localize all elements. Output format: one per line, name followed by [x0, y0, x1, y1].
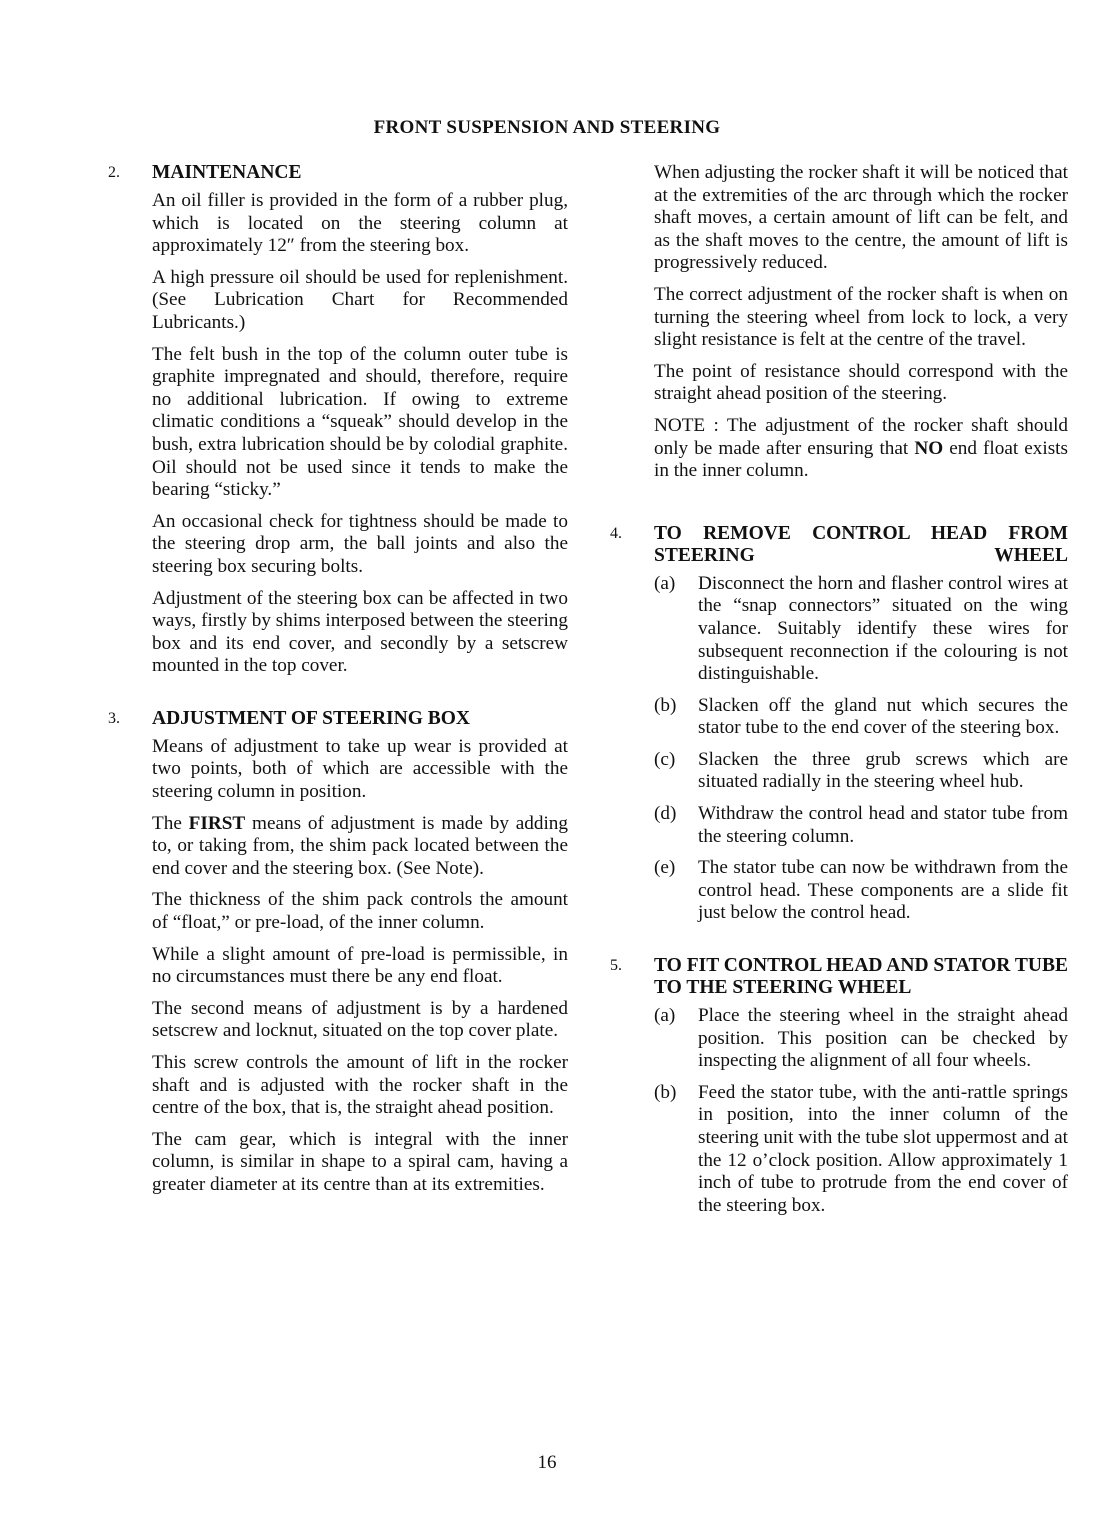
section-heading [108, 162, 568, 184]
section-number: 4. [610, 524, 622, 542]
item-text: Slacken off the gland nut which secures the stator tube to the end cover of the steering box. [698, 694, 1068, 739]
paragraph: An oil filler is provided in the form of a rubber plug, which is located on the steering column at approximately 12″ from the steering box. [152, 190, 568, 257]
section-number: 3. [108, 709, 120, 727]
list-item [654, 1082, 1068, 1218]
list-item [654, 1005, 1068, 1073]
item-letter: (d) [654, 803, 677, 825]
paragraph: The point of resistance should correspond with the straight ahead position of the steering. [654, 360, 1068, 405]
paragraph: The cam gear, which is integral with the inner column, is similar in shape to a spiral cam, having a greater diameter at its centre than at its extremities. [152, 1128, 568, 1195]
text-run: means of adjustment is made by adding to, or taking from, the shim pack located between the end cover and the steering box. (See Note). [152, 812, 568, 879]
paragraph: This screw controls the amount of lift in the rocker shaft and is adjusted with the rocker shaft in the centre of the box, that is, the straight ahead position. [152, 1052, 568, 1119]
item-letter: (a) [654, 1005, 676, 1027]
paragraph: A high pressure oil should be used for replenishment. (See Lubrication Chart for Recommended Lubricants.) [152, 266, 568, 333]
section-body [152, 190, 568, 678]
list-item [654, 857, 1068, 925]
page-number: 16 [537, 1452, 557, 1473]
section-heading [610, 955, 1068, 999]
item-text: Feed the stator tube, with the anti-rattle springs in position, into the inner column of the steering unit with the tube slot uppermost and at the 12 o’clock position. Allow approximately 1 inch of tube to protrude from the end cover of the steering box. [698, 1081, 1068, 1216]
paragraph: The second means of adjustment is by a hardened setscrew and locknut, situated on the top cover plate. [152, 997, 568, 1042]
section-body [654, 573, 1068, 925]
text-run: The [152, 812, 189, 834]
item-letter: (b) [654, 694, 677, 716]
note-paragraph [654, 415, 1068, 483]
section-remove-control-head [610, 523, 1068, 925]
section-adjustment [108, 708, 568, 1197]
paragraph: Means of adjustment to take up wear is provided at two points, both of which are accessible with the steering column in position. [152, 735, 568, 803]
section-body [654, 1005, 1068, 1217]
section-heading [108, 708, 568, 730]
list-item [654, 749, 1068, 794]
text-run: end float exists in the inner column. [654, 437, 1068, 482]
section-number: 5. [610, 957, 622, 975]
section-title: MAINTENANCE [152, 162, 302, 183]
paragraph: When adjusting the rocker shaft it will be noticed that at the extremities of the arc through which the rocker shaft moves, a certain amount of lift can be felt, and as the shaft moves to the centre, the amount of lift is progressively reduced. [654, 162, 1068, 274]
page-title: FRONT SUSPENSION AND STEERING [373, 117, 721, 138]
item-letter: (b) [654, 1081, 677, 1103]
section-number: 2. [108, 164, 120, 181]
item-letter: (a) [654, 572, 676, 594]
list-item [654, 573, 1068, 686]
emphasis-first: FIRST [188, 812, 246, 834]
section-fit-control-head [610, 955, 1068, 1217]
item-text: Disconnect the horn and flasher control wires at the “snap connectors” situated on the wing valance. Suitably identify these wires for subsequent reconnection if the colouring is not distinguishable. [698, 572, 1068, 685]
item-letter: (e) [654, 857, 676, 879]
text-run: NOTE : The adjustment of the rocker shaft should only be made after ensuring that [654, 414, 1068, 459]
paragraph: The correct adjustment of the rocker shaft is when on turning the steering wheel from lock to lock, a very slight resistance is felt at the centre of the travel. [654, 283, 1068, 351]
right-column [610, 162, 1068, 1241]
paragraph: While a slight amount of pre-load is permissible, in no circumstances must there be any end float. [152, 943, 568, 988]
section-body [152, 736, 568, 1197]
paragraph: The thickness of the shim pack controls the amount of “float,” or pre-load, of the inner column. [152, 889, 568, 934]
section-title: TO REMOVE CONTROL HEAD FROM STEERING WHEEL [654, 522, 1068, 566]
section-maintenance [108, 162, 568, 678]
item-text: Withdraw the control head and stator tube from the steering column. [698, 803, 1068, 847]
left-column [108, 162, 568, 1221]
paragraph: An occasional check for tightness should be made to the steering drop arm, the ball joints and also the steering box securing bolts. [152, 510, 568, 577]
section-continuation [654, 162, 1068, 483]
paragraph [152, 813, 568, 881]
section-heading [610, 523, 1068, 567]
list-item [654, 695, 1068, 740]
item-text: Slacken the three grub screws which are situated radially in the steering wheel hub. [698, 748, 1068, 793]
emphasis-no: NO [914, 437, 944, 459]
item-letter: (c) [654, 748, 676, 770]
item-text: The stator tube can now be withdrawn from the control head. These components are a slide fit just below the control head. [698, 857, 1068, 924]
list-item [654, 803, 1068, 848]
paragraph: The felt bush in the top of the column outer tube is graphite impregnated and should, therefore, require no additional lubrication. If owing to extreme climatic conditions a “squeak” should develop in the bush, extra lubrication should be by colodial graphite. Oil should not be used since it tends to make the bearing “sticky.” [152, 343, 568, 501]
item-text: Place the steering wheel in the straight ahead position. This position can be checked by inspecting the alignment of all four wheels. [698, 1005, 1068, 1072]
section-title: ADJUSTMENT OF STEERING BOX [152, 707, 471, 729]
section-title: TO FIT CONTROL HEAD AND STATOR TUBE TO THE STEERING WHEEL [654, 955, 1068, 999]
paragraph: Adjustment of the steering box can be affected in two ways, firstly by shims interposed between the steering box and its end cover, and secondly by a setscrew mounted in the top cover. [152, 587, 568, 677]
